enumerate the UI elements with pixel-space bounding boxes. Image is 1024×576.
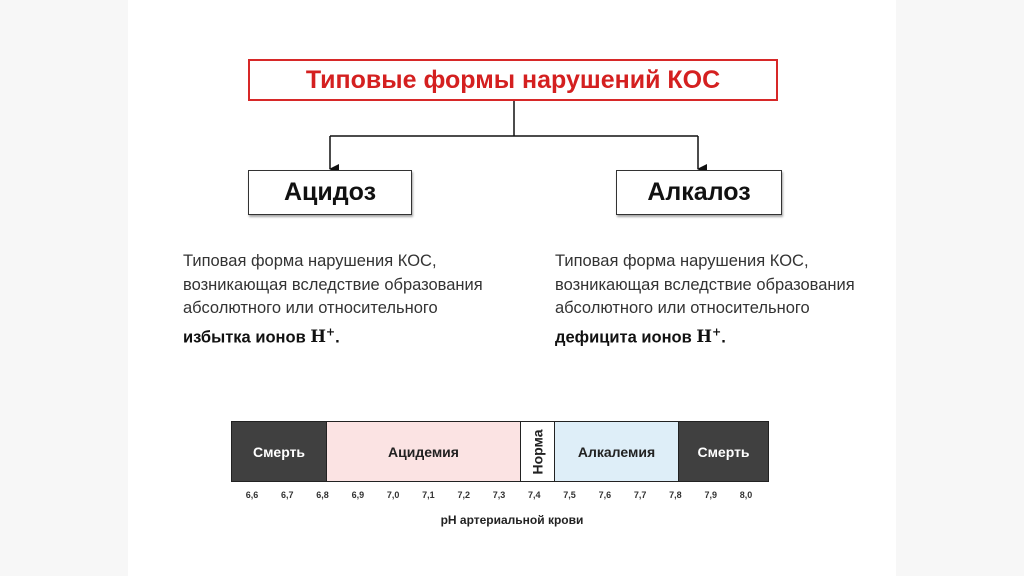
right-margin <box>896 0 1024 576</box>
ph-tick-label: 6,8 <box>316 490 329 500</box>
left-margin <box>0 0 128 576</box>
ph-tick-label: 7,1 <box>422 490 435 500</box>
ph-tick-label: 6,6 <box>245 490 259 500</box>
acidosis-label: Ацидоз <box>283 178 377 206</box>
alkalosis-label: Алкалоз <box>647 178 751 206</box>
ph-tick-label: 7,2 <box>457 490 470 500</box>
ph-tick-label: 7,8 <box>669 490 682 500</box>
ph-axis-label: pH артериальной крови <box>440 513 584 527</box>
alkalosis-node <box>616 170 782 215</box>
ph-tick-label: 6,7 <box>281 490 294 500</box>
scale-segment-death-high: Смерть <box>679 422 768 481</box>
ph-tick-label: 8,0 <box>739 490 753 500</box>
alkalosis-description: Типовая форма нарушения КОС, возникающая вследствие образования абсолютного или относительного дефицита ионов H+. <box>555 252 855 346</box>
acidosis-key-phrase: избытка ионов <box>183 328 306 346</box>
ph-tick-label: 7,9 <box>704 490 717 500</box>
hydrogen-ion: H+ <box>310 325 336 346</box>
acidosis-node <box>248 170 412 215</box>
scale-segment-acidemia: Ацидемия <box>326 422 521 481</box>
ph-scale <box>231 421 769 482</box>
ph-tick-label: 7,6 <box>598 490 612 500</box>
ph-tick-label: 7,5 <box>563 490 576 500</box>
alkalosis-key-phrase: дефицита ионов <box>555 328 692 346</box>
scale-segment-norm: Норма <box>521 422 555 481</box>
ph-tick-label: 7,3 <box>492 490 506 500</box>
hydrogen-ion: H+ <box>696 325 722 346</box>
title-box <box>248 59 778 101</box>
scale-segment-alkalemia: Алкалемия <box>555 422 679 481</box>
ph-tick-label: 7,7 <box>633 490 647 500</box>
ph-tick-label: 6,9 <box>351 490 365 500</box>
title-text: Типовые формы нарушений КОС <box>305 65 721 94</box>
ph-tick-label: 7,0 <box>386 490 400 500</box>
ph-tick-label: 7,4 <box>528 490 541 500</box>
acidosis-description: Типовая форма нарушения КОС, возникающая вследствие образования абсолютного или относительного избытка ионов H+. <box>183 252 483 346</box>
scale-segment-death-low: Смерть <box>232 422 326 481</box>
